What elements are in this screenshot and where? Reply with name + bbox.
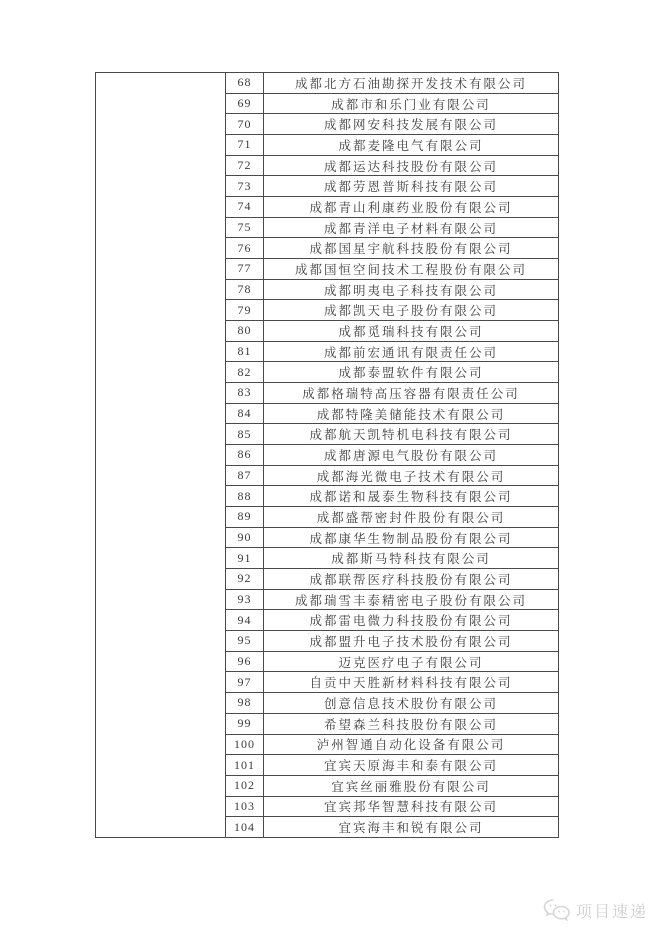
company-name: 宜宾丝丽雅股份有限公司 <box>331 779 491 794</box>
table-row <box>226 280 558 301</box>
watermark <box>543 898 648 922</box>
row-number: 89 <box>226 507 264 527</box>
row-number: 75 <box>226 218 264 238</box>
table-blank-column <box>96 73 226 837</box>
company-name: 成都觅瑞科技有限公司 <box>338 324 484 339</box>
table-row <box>226 610 558 631</box>
company-name: 泸州智通自动化设备有限公司 <box>316 738 506 753</box>
company-name: 成都前宏通讯有限责任公司 <box>323 345 498 360</box>
table-row <box>226 404 558 425</box>
table-row <box>226 156 558 177</box>
row-number: 93 <box>226 590 264 610</box>
table-row <box>226 693 558 714</box>
row-number: 84 <box>226 404 264 424</box>
company-name: 成都麦隆电气有限公司 <box>338 138 484 153</box>
company-name: 成都凯天电子股份有限公司 <box>323 304 498 319</box>
table-row <box>226 197 558 218</box>
table-row <box>226 590 558 611</box>
row-number: 68 <box>226 73 264 93</box>
row-number: 85 <box>226 424 264 444</box>
table-rows <box>226 73 558 837</box>
company-name: 成都青洋电子材料有限公司 <box>323 221 498 236</box>
wechat-bubbles-icon <box>543 898 571 922</box>
table-row <box>226 817 558 837</box>
table-row <box>226 94 558 115</box>
company-name: 希望森兰科技股份有限公司 <box>323 717 498 732</box>
company-name: 宜宾海丰和锐有限公司 <box>338 821 484 836</box>
row-number: 95 <box>226 631 264 651</box>
table-row <box>226 755 558 776</box>
row-number: 80 <box>226 321 264 341</box>
row-number: 76 <box>226 238 264 258</box>
table-row <box>226 445 558 466</box>
company-name: 成都国恒空间技术工程股份有限公司 <box>294 262 527 277</box>
company-name: 成都航天凯特机电科技有限公司 <box>309 428 513 443</box>
row-number: 86 <box>226 445 264 465</box>
row-number: 71 <box>226 135 264 155</box>
company-name: 成都瑞雪丰泰精密电子股份有限公司 <box>294 593 527 608</box>
table-row <box>226 218 558 239</box>
row-number: 91 <box>226 548 264 568</box>
row-number: 77 <box>226 259 264 279</box>
row-number: 98 <box>226 693 264 713</box>
row-number: 96 <box>226 652 264 672</box>
row-number: 100 <box>226 735 264 755</box>
company-name: 成都网安科技发展有限公司 <box>323 118 498 133</box>
table-row <box>226 73 558 94</box>
row-number: 82 <box>226 362 264 382</box>
row-number: 73 <box>226 176 264 196</box>
table-row <box>226 135 558 156</box>
row-number: 83 <box>226 383 264 403</box>
row-number: 72 <box>226 156 264 176</box>
row-number: 104 <box>226 817 264 837</box>
row-number: 99 <box>226 714 264 734</box>
row-number: 74 <box>226 197 264 217</box>
table-row <box>226 321 558 342</box>
table-row <box>226 362 558 383</box>
row-number: 81 <box>226 342 264 362</box>
company-name: 成都北方石油勘探开发技术有限公司 <box>294 76 527 91</box>
row-number: 87 <box>226 466 264 486</box>
company-name: 成都康华生物制品股份有限公司 <box>309 531 513 546</box>
row-number: 69 <box>226 94 264 114</box>
table-row <box>226 507 558 528</box>
row-number: 92 <box>226 569 264 589</box>
row-number: 102 <box>226 776 264 796</box>
table-row <box>226 735 558 756</box>
table-row <box>226 797 558 818</box>
table-row <box>226 652 558 673</box>
company-name: 自贡中天胜新材料科技有限公司 <box>309 676 513 691</box>
table-row <box>226 486 558 507</box>
table-row <box>226 176 558 197</box>
table-row <box>226 238 558 259</box>
company-name: 成都运达科技股份有限公司 <box>323 159 498 174</box>
company-name: 成都市和乐门业有限公司 <box>331 97 491 112</box>
company-name: 迈克医疗电子有限公司 <box>338 655 484 670</box>
table-row <box>226 714 558 735</box>
row-number: 88 <box>226 486 264 506</box>
company-name: 成都明夷电子科技有限公司 <box>323 283 498 298</box>
table-row <box>226 383 558 404</box>
row-number: 94 <box>226 610 264 630</box>
company-name: 成都唐源电气股份有限公司 <box>323 448 498 463</box>
row-number: 70 <box>226 114 264 134</box>
table-row <box>226 342 558 363</box>
company-name: 成都诺和晟泰生物科技有限公司 <box>309 490 513 505</box>
row-number: 78 <box>226 280 264 300</box>
company-name: 成都国星宇航科技股份有限公司 <box>309 242 513 257</box>
company-name: 成都斯马特科技有限公司 <box>331 552 491 567</box>
table-row <box>226 569 558 590</box>
company-name: 成都联帮医疗科技股份有限公司 <box>309 572 513 587</box>
row-number: 101 <box>226 755 264 775</box>
company-name: 成都特隆美储能技术有限公司 <box>316 407 506 422</box>
row-number: 103 <box>226 797 264 817</box>
company-table <box>95 72 559 838</box>
company-name: 宜宾邦华智慧科技有限公司 <box>323 800 498 815</box>
company-name: 成都青山利康药业股份有限公司 <box>309 200 513 215</box>
table-row <box>226 300 558 321</box>
company-name: 成都劳恩普斯科技有限公司 <box>323 180 498 195</box>
company-name: 宜宾天原海丰和泰有限公司 <box>323 759 498 773</box>
company-name: 成都盛帮密封件股份有限公司 <box>316 510 506 525</box>
company-name: 成都雷电微力科技股份有限公司 <box>309 614 513 629</box>
row-number: 79 <box>226 300 264 320</box>
table-row <box>226 259 558 280</box>
company-name: 创意信息技术股份有限公司 <box>323 696 498 711</box>
company-name: 成都海光微电子技术有限公司 <box>316 469 506 484</box>
row-number: 90 <box>226 528 264 548</box>
table-row <box>226 528 558 549</box>
table-row <box>226 466 558 487</box>
table-row <box>226 631 558 652</box>
company-name: 成都盟升电子技术股份有限公司 <box>309 634 513 649</box>
table-row <box>226 776 558 797</box>
table-row <box>226 114 558 135</box>
company-name: 成都格瑞特高压容器有限责任公司 <box>302 386 520 401</box>
row-number: 97 <box>226 672 264 692</box>
watermark-label: 项目速递 <box>575 903 648 921</box>
company-name: 成都泰盟软件有限公司 <box>338 366 484 381</box>
table-row <box>226 672 558 693</box>
table-row <box>226 424 558 445</box>
table-row <box>226 548 558 569</box>
